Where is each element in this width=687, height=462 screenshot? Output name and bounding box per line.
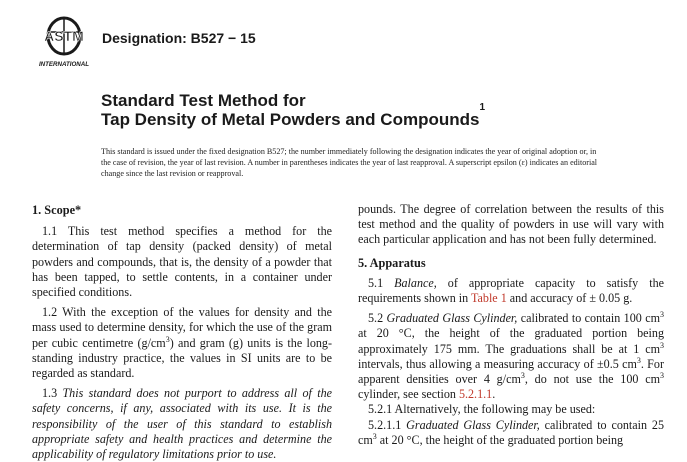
paragraph-1-3: 1.3 This standard does not purport to address all of the safety concerns, if any, associated with its use. It is the responsibility of the user of this standard to establish appropriate safety and health practices and determine the applicability of regulatory limitations prior to use. — [32, 386, 332, 462]
paragraph-5-2: 5.2 Graduated Glass Cylinder, calibrated to contain 100 $cm^3$ at 20 °C, the height of the graduated portion being approximately 175 mm. The graduations shall be at 1 $cm^3$ intervals, thus allowing a measuring accuracy of ±0.5 $cm^3$. For apparent densities over 4 $g/cm^3$, do not use the 100 $cm^3$ cylinder, see section 5.2.1.1. — [358, 310, 665, 402]
title-footnote-mark: 1 — [479, 102, 486, 113]
astm-logo — [33, 15, 95, 67]
right-column — [358, 202, 664, 448]
paragraph-5-2-1: 5.2.1 Alternatively, the following may be used: — [368, 402, 596, 417]
issuance-note: This standard is issued under the fixed designation B527; the number immediately following the designation indicates the year of original adoption or, in the case of revision, the year of last revision. A number in parentheses indicates the year of last reapproval. A superscript epsilon (ε) indicates an editorial change since the last revision or reapproval. — [101, 147, 598, 178]
paragraph-1-2: 1.2 With the exception of the values for density and the mass used to determine density, for which the use of the gram per cubic centimetre $(g/cm^3)$ and gram (g) units is the long-standing industry practice, the values in SI units are to be regarded as standard. — [32, 305, 332, 381]
scope-heading: 1. Scope* — [32, 203, 82, 217]
paragraph-1-1: 1.1 This test method specifies a method for the determination of tap density (packed density) of metal powders and compounds, that is, the density of a powder that has been tapped, to settle contents, in a container under specified conditions. — [32, 224, 332, 300]
table-1-link[interactable]: Table 1 — [470, 291, 507, 306]
title-line-2-text: Tap Density of Metal Powders and Compounds — [101, 110, 480, 129]
logo-text: ASTM — [44, 28, 84, 44]
title-line-1: Standard Test Method for — [101, 91, 306, 110]
paragraph-5-1: 5.1 Balance, of appropriate capacity to satisfy the requirements shown in Table 1 and accuracy of ± 0.05 g. — [358, 275, 664, 306]
paragraph-5-2-1-1: 5.2.1.1 Graduated Glass Cylinder, calibrated to contain 25 $cm^3$ at 20 °C, the height of the graduated portion being — [358, 417, 665, 447]
logo-subtext: INTERNATIONAL — [38, 61, 90, 67]
apparatus-heading: 5. Apparatus — [358, 255, 426, 270]
section-5-2-1-1-link[interactable]: 5.2.1.1 — [458, 387, 493, 402]
left-column — [32, 203, 332, 462]
title-line-2 — [101, 102, 486, 129]
designation: Designation: B527 − 15 — [102, 30, 256, 46]
continued-paragraph: pounds. The degree of correlation between the results of this test method and the quality of powders in use will vary with each particular application and has not been fully determined. — [358, 202, 664, 247]
page-title — [101, 91, 485, 129]
